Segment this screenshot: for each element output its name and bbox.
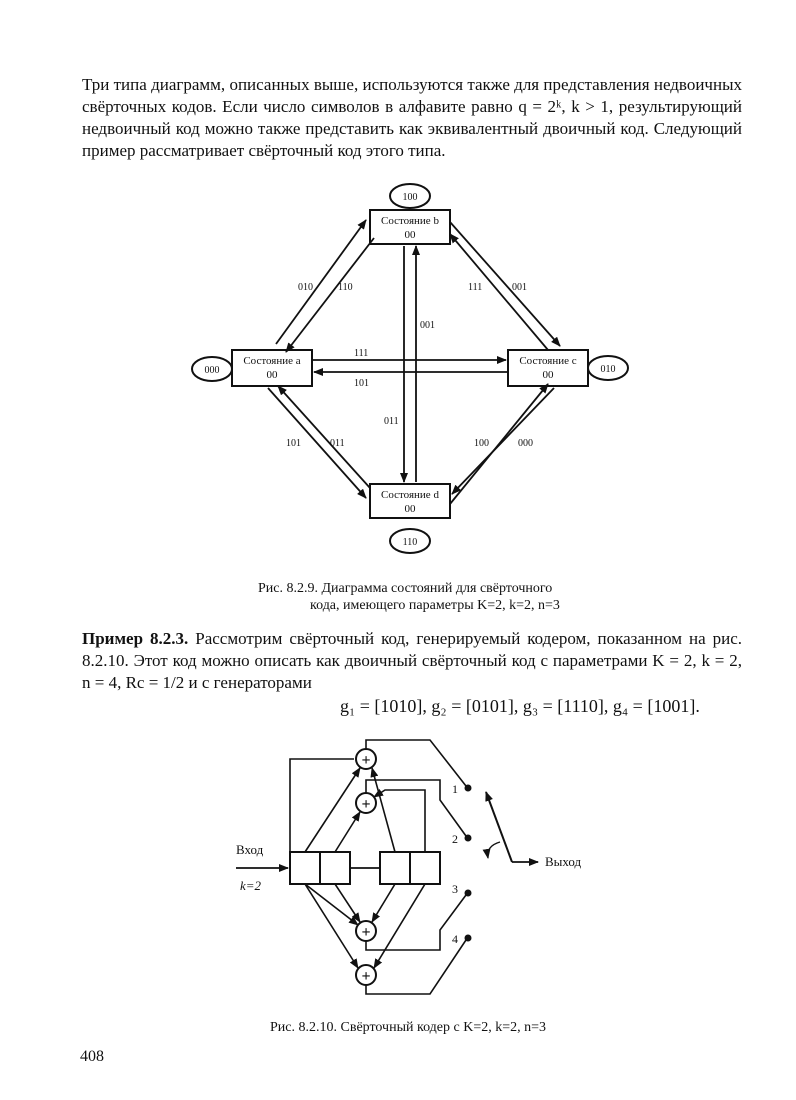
edge-label-b-d: 001 — [420, 320, 435, 331]
adder-3 — [356, 921, 376, 941]
svg-text:000: 000 — [204, 365, 220, 376]
edge-label-c-d-in: 000 — [518, 438, 533, 449]
svg-text:+: + — [361, 924, 371, 941]
example-label: Пример 8.2.3. — [82, 629, 189, 648]
figure-caption-8-2-10: Рис. 8.2.10. Свёрточный кодер с K=2, k=2, n=3 — [270, 1020, 547, 1035]
tap-1-label: 1 — [452, 782, 458, 796]
state-c-box — [508, 350, 588, 386]
state-b-label: Состояние b — [381, 215, 439, 227]
edge-label-d-b: 011 — [384, 416, 399, 427]
tap-1-contact — [465, 785, 472, 792]
self-loop-d — [390, 529, 430, 553]
state-b-box — [370, 210, 450, 244]
state-b-value: 00 — [404, 229, 416, 241]
example-paragraph — [82, 628, 742, 694]
state-c-value: 00 — [542, 369, 554, 381]
self-loop-a — [192, 357, 232, 381]
figure-caption-8-2-9-line2: кода, имеющего параметры K=2, k=2, n=3 — [310, 598, 560, 613]
edge-c-to-d — [452, 388, 554, 494]
edge-label-a-c: 111 — [354, 348, 369, 359]
tap-2-contact — [465, 835, 472, 842]
page-number: 408 — [80, 1048, 104, 1065]
svg-text:+: + — [361, 968, 371, 985]
adder-4 — [356, 965, 376, 985]
edge-label-a-d-out: 101 — [286, 438, 301, 449]
example-text: Рассмотрим свёрточный код, генерируемый кодером, показанном на рис. 8.2.10. Этот код можно описать как двоичный свёрточный код с параметрами K = 2, k = 2, n = 4, Rc = 1/2 и с генераторами — [82, 629, 743, 692]
input-label: Вход — [236, 842, 264, 857]
register-cell-3 — [380, 852, 410, 884]
register-cell-2 — [320, 852, 350, 884]
svg-text:+: + — [361, 752, 371, 769]
state-d-box — [370, 484, 450, 518]
edge-label-b-c-in: 001 — [512, 282, 527, 293]
state-c-label: Состояние c — [519, 355, 577, 367]
tap-4-label: 4 — [452, 932, 458, 946]
generators-formula: g₁ = [1010], g₂ = [0101], g₃ = [1110], g₄ = [1001]. — [340, 696, 700, 716]
encoder-diagram — [236, 740, 582, 994]
edge-label-c-a: 101 — [354, 378, 369, 389]
state-a-value: 00 — [266, 369, 278, 381]
tap-3-contact — [465, 890, 472, 897]
adder-1 — [356, 749, 376, 769]
state-a-label: Состояние a — [243, 355, 301, 367]
figure-caption-8-2-9: Рис. 8.2.9. Диаграмма состояний для свёрточного — [258, 581, 553, 596]
adder-2 — [356, 793, 376, 813]
state-d-label: Состояние d — [381, 489, 439, 501]
edge-label-a-b-in: 110 — [338, 282, 353, 293]
self-loop-c — [588, 356, 628, 380]
tap-3-label: 3 — [452, 882, 458, 896]
state-d-value: 00 — [404, 503, 416, 515]
output-label: Выход — [545, 854, 582, 869]
edge-label-a-b-out: 010 — [298, 282, 313, 293]
edge-d-to-c — [450, 384, 548, 504]
edge-label-c-d-out: 100 — [474, 438, 489, 449]
edge-d-to-a — [278, 386, 370, 488]
state-a-box — [232, 350, 312, 386]
svg-text:+: + — [361, 796, 371, 813]
edge-label-b-c-out: 111 — [468, 282, 483, 293]
edge-a-to-d — [268, 388, 366, 498]
edge-label-a-d-in: 011 — [330, 438, 345, 449]
edge-b-to-a — [286, 238, 374, 352]
svg-text:110: 110 — [402, 537, 418, 548]
svg-text:100: 100 — [402, 192, 418, 203]
register-cell-4 — [410, 852, 440, 884]
intro-paragraph: Три типа диаграмм, описанных выше, используются также для представления недвоичных свёрточных кодов. Если число символов в алфавите равно q = 2ᵏ, k > 1, результирующий недвоичный код можно также представить как эквивалентный двоичный код. Следующий пример рассматривает свёрточный код этого типа. — [82, 75, 742, 160]
k-label: k=2 — [240, 878, 262, 893]
tap-4-contact — [465, 935, 472, 942]
commutator-arm — [486, 792, 512, 862]
tap-2-label: 2 — [452, 832, 458, 846]
edge-b-to-c — [450, 222, 560, 346]
svg-text:010: 010 — [600, 364, 616, 375]
edge-c-to-b — [450, 234, 548, 350]
register-cell-1 — [290, 852, 320, 884]
self-loop-b — [390, 184, 430, 208]
rotation-icon — [488, 842, 500, 858]
